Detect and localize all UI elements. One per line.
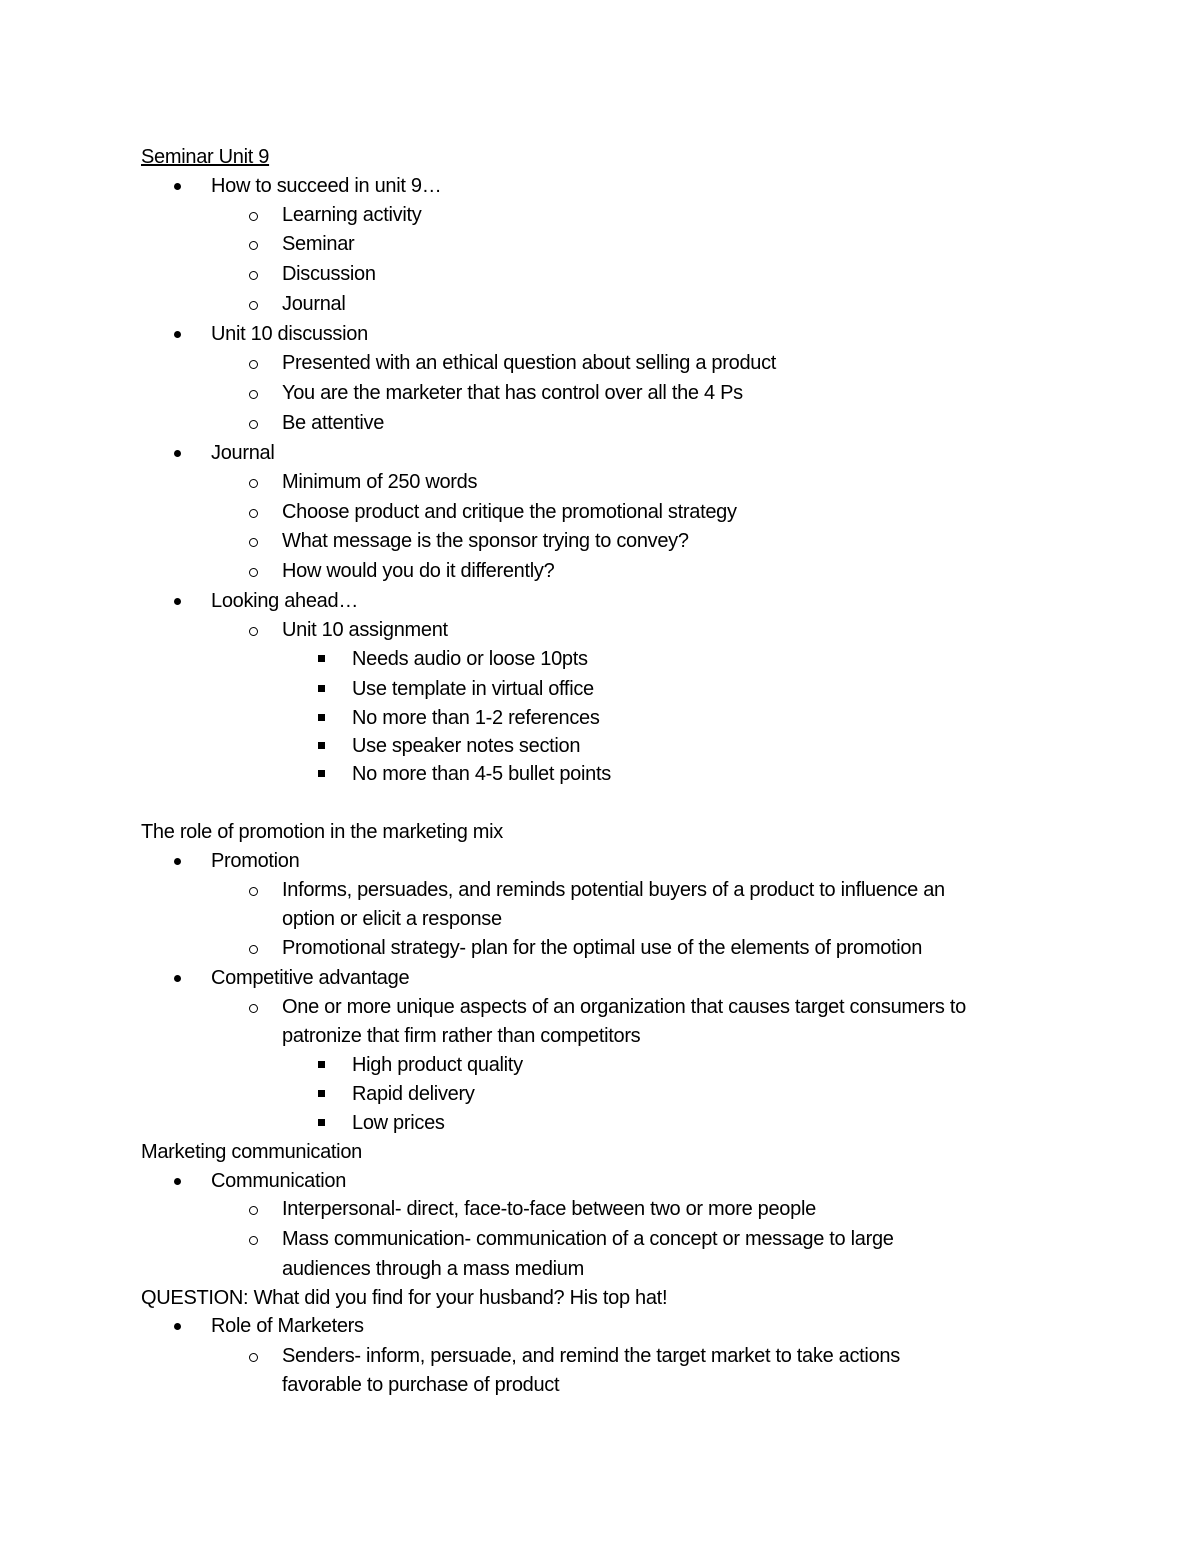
list-item-text: Competitive advantage <box>211 967 410 989</box>
bullet-circle-icon <box>249 390 258 399</box>
bullet-dot-icon <box>174 975 181 982</box>
bullet-dot-icon <box>174 450 181 457</box>
list-item-text: favorable to purchase of product <box>282 1374 560 1396</box>
bullet-square-icon <box>318 1061 325 1068</box>
bullet-circle-icon <box>249 241 258 250</box>
bullet-dot-icon <box>174 858 181 865</box>
list-item-text: How would you do it differently? <box>282 560 555 582</box>
bullet-dot-icon <box>174 1178 181 1185</box>
list-item-text: Senders- inform, persuade, and remind the target market to take actions <box>282 1345 900 1367</box>
heading-text: Seminar Unit 9 <box>141 146 270 168</box>
list-item-text: Learning activity <box>282 204 422 226</box>
bullet-circle-icon <box>249 420 258 429</box>
list-item-text: You are the marketer that has control over all the 4 Ps <box>282 382 743 404</box>
bullet-dot-icon <box>174 1323 181 1330</box>
bullet-circle-icon <box>249 212 258 221</box>
list-item-text: Unit 10 assignment <box>282 619 448 641</box>
bullet-circle-icon <box>249 538 258 547</box>
bullet-circle-icon <box>249 301 258 310</box>
bullet-circle-icon <box>249 945 258 954</box>
list-item-text: High product quality <box>352 1054 523 1076</box>
list-item-text: What message is the sponsor trying to convey? <box>282 530 689 552</box>
list-item-text: One or more unique aspects of an organization that causes target consumers to <box>282 996 966 1018</box>
list-item-text: Looking ahead… <box>211 590 359 612</box>
bullet-dot-icon <box>174 183 181 190</box>
list-item-text: Use template in virtual office <box>352 678 594 700</box>
list-item-text: Role of Marketers <box>211 1315 364 1337</box>
bullet-circle-icon <box>249 1236 258 1245</box>
bullet-circle-icon <box>249 1206 258 1215</box>
list-item-text: option or elicit a response <box>282 908 502 930</box>
bullet-square-icon <box>318 742 325 749</box>
bullet-circle-icon <box>249 479 258 488</box>
list-item-text: Interpersonal- direct, face-to-face between two or more people <box>282 1198 816 1220</box>
bullet-circle-icon <box>249 271 258 280</box>
bullet-square-icon <box>318 1119 325 1126</box>
list-item-text: Needs audio or loose 10pts <box>352 648 588 670</box>
list-item-text: Informs, persuades, and reminds potential buyers of a product to influence an <box>282 879 945 901</box>
bullet-square-icon <box>318 770 325 777</box>
bullet-circle-icon <box>249 887 258 896</box>
list-item-text: Use speaker notes section <box>352 735 581 757</box>
list-item-text: audiences through a mass medium <box>282 1258 584 1280</box>
list-item-text: Promotional strategy- plan for the optimal use of the elements of promotion <box>282 937 923 959</box>
list-item-text: Be attentive <box>282 412 385 434</box>
list-item-text: Choose product and critique the promotional strategy <box>282 501 737 523</box>
bullet-square-icon <box>318 655 325 662</box>
list-item-text: Minimum of 250 words <box>282 471 478 493</box>
heading-text: The role of promotion in the marketing mix <box>141 821 504 843</box>
bullet-circle-icon <box>249 360 258 369</box>
list-item-text: patronize that firm rather than competitors <box>282 1025 641 1047</box>
bullet-dot-icon <box>174 331 181 338</box>
list-item-text: Promotion <box>211 850 300 872</box>
bullet-circle-icon <box>249 568 258 577</box>
list-item-text: Mass communication- communication of a concept or message to large <box>282 1228 894 1250</box>
list-item-text: Unit 10 discussion <box>211 323 368 345</box>
bullet-circle-icon <box>249 509 258 518</box>
bullet-circle-icon <box>249 627 258 636</box>
bullet-dot-icon <box>174 598 181 605</box>
list-item-text: Rapid delivery <box>352 1083 475 1105</box>
list-item-text: Journal <box>211 442 275 464</box>
list-item-text: Discussion <box>282 263 376 285</box>
heading-text: QUESTION: What did you find for your husband? His top hat! <box>141 1287 668 1309</box>
bullet-circle-icon <box>249 1004 258 1013</box>
list-item-text: Presented with an ethical question about selling a product <box>282 352 777 374</box>
list-item-text: No more than 4-5 bullet points <box>352 763 611 785</box>
heading-text: Marketing communication <box>141 1141 362 1163</box>
bullet-square-icon <box>318 1090 325 1097</box>
list-item-text: Journal <box>282 293 346 315</box>
list-item-text: How to succeed in unit 9… <box>211 175 442 197</box>
bullet-square-icon <box>318 714 325 721</box>
list-item-text: Low prices <box>352 1112 445 1134</box>
bullet-square-icon <box>318 685 325 692</box>
bullet-circle-icon <box>249 1353 258 1362</box>
list-item-text: No more than 1-2 references <box>352 707 600 729</box>
list-item-text: Communication <box>211 1170 347 1192</box>
list-item-text: Seminar <box>282 233 355 255</box>
